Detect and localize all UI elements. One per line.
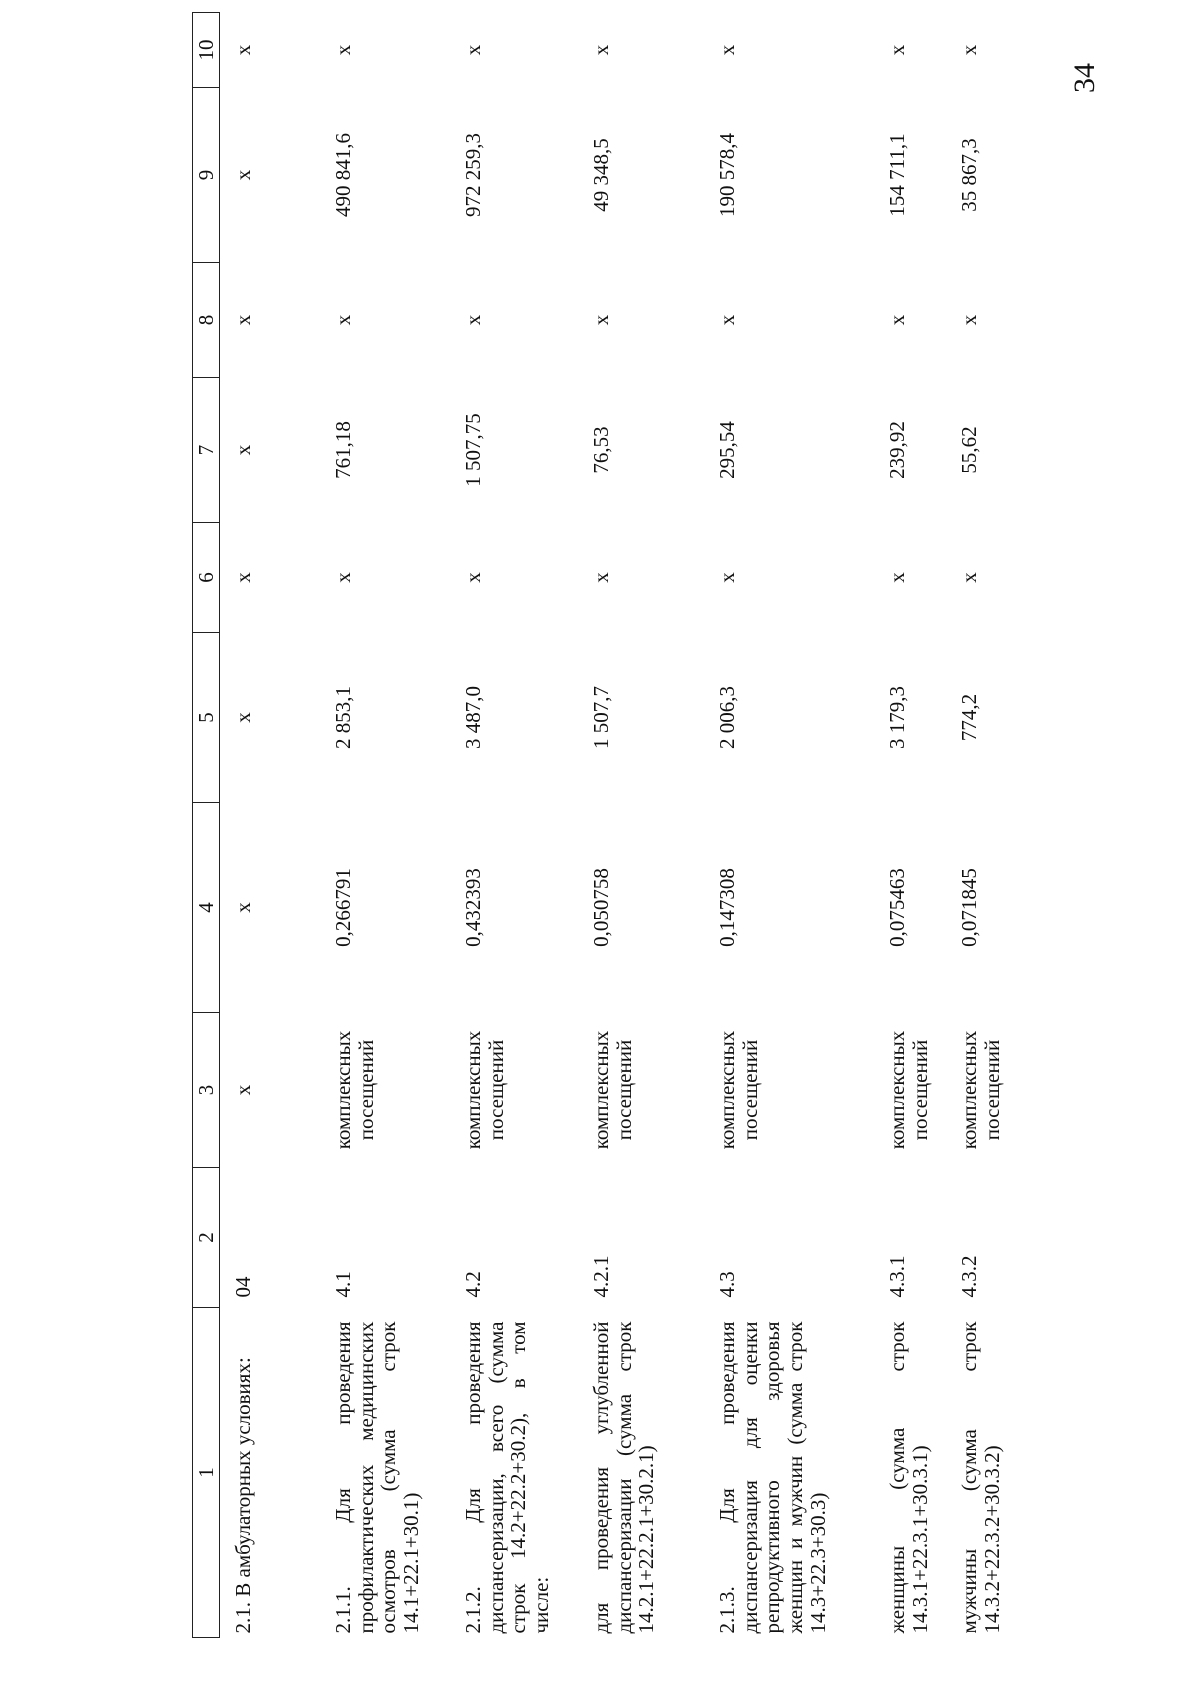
- table-cell: х: [231, 902, 255, 913]
- table-cell: 4.2.1: [589, 1255, 613, 1298]
- table-cell: 2.1.2. Для проведения диспансеризации, всего (сумма строк 14.2+22.2+30.2), в том числе:: [461, 1321, 554, 1634]
- table-cell: 774,2: [957, 693, 981, 742]
- table-cell: х: [589, 314, 613, 326]
- table-row: [946, 13, 1018, 1638]
- table-row: [320, 13, 450, 1638]
- table-cell: х: [715, 314, 739, 326]
- table-cell: х: [957, 572, 981, 583]
- table-cell: х: [231, 712, 255, 723]
- table-cell: х: [231, 44, 255, 56]
- table-cell: х: [885, 314, 909, 326]
- table-cell: х: [231, 314, 255, 326]
- table-cell: 190 578,4: [715, 133, 739, 217]
- column-header: 6: [193, 523, 220, 633]
- table-cell: 0,147308: [715, 868, 739, 947]
- table-cell: х: [715, 572, 739, 583]
- table-cell: 2.1. В амбулаторных условиях:: [231, 1357, 255, 1634]
- table-row: [874, 13, 946, 1638]
- table-cell: х: [885, 44, 909, 56]
- table-cell: 0,071845: [957, 868, 981, 947]
- table-cell: 4.1: [331, 1271, 355, 1298]
- table-cell: х: [231, 169, 255, 181]
- table-cell: х: [331, 44, 355, 56]
- table-cell: комплексных посещений: [715, 1030, 762, 1150]
- table-cell: х: [231, 444, 255, 456]
- column-header: 1: [193, 1308, 220, 1638]
- table-row: [220, 13, 321, 1638]
- table-cell: 1 507,75: [461, 413, 485, 487]
- table-cell: 04: [231, 1276, 255, 1298]
- column-header: 2: [193, 1168, 220, 1308]
- table-cell: 972 259,3: [461, 133, 485, 217]
- column-header: 3: [193, 1013, 220, 1168]
- table-cell: х: [331, 314, 355, 326]
- table-cell: мужчины (сумма строк 14.3.2+22.3.2+30.3.2): [957, 1321, 1004, 1634]
- table-row: [450, 13, 578, 1638]
- table-cell: 4.3: [715, 1271, 739, 1298]
- header-row: [193, 13, 220, 1638]
- table-row: [704, 13, 874, 1638]
- table-cell: 3 179,3: [885, 686, 909, 749]
- table-cell: 4.3.1: [885, 1255, 909, 1298]
- column-header: 5: [193, 633, 220, 803]
- table-cell: 0,050758: [589, 868, 613, 947]
- table-cell: 2.1.1. Для проведения профилактических медицинских осмотров (сумма строк 14.1+22.1+30.1): [331, 1321, 424, 1634]
- column-header: 4: [193, 803, 220, 1013]
- table-cell: 2 006,3: [715, 686, 739, 749]
- table-cell: х: [957, 314, 981, 326]
- column-header: 9: [193, 88, 220, 263]
- table-cell: 295,54: [715, 421, 739, 479]
- table-cell: 0,075463: [885, 868, 909, 947]
- data-table: [192, 12, 1018, 1638]
- table-cell: х: [957, 44, 981, 56]
- table-cell: 239,92: [885, 421, 909, 479]
- table-cell: комплексных посещений: [589, 1030, 636, 1150]
- table-cell: 490 841,6: [331, 133, 355, 217]
- table-cell: х: [461, 44, 485, 56]
- page-number: 34: [1068, 63, 1101, 93]
- column-header: 7: [193, 378, 220, 523]
- table-cell: х: [885, 572, 909, 583]
- table-cell: 55,62: [957, 426, 981, 474]
- table-cell: комплексных посещений: [885, 1030, 932, 1150]
- table-cell: 4.3.2: [957, 1255, 981, 1298]
- table-cell: 3 487,0: [461, 686, 485, 749]
- table-cell: х: [589, 572, 613, 583]
- table-cell: комплексных посещений: [957, 1030, 1004, 1150]
- table-cell: х: [461, 314, 485, 326]
- table-cell: х: [715, 44, 739, 56]
- table-cell: 35 867,3: [957, 138, 981, 212]
- table-cell: х: [331, 572, 355, 583]
- column-header: 10: [193, 13, 220, 88]
- table-cell: 0,432393: [461, 868, 485, 947]
- table-cell: 2.1.3. Для проведения диспансеризация для оценки репродуктивного здоровья женщин и мужчин (сумма строк 14.3+22.3+30.3): [715, 1321, 830, 1634]
- table-cell: 154 711,1: [885, 133, 909, 217]
- table-cell: 0,266791: [331, 868, 355, 947]
- table-cell: х: [589, 44, 613, 56]
- table-cell: женщины (сумма строк 14.3.1+22.3.1+30.3.1): [885, 1321, 932, 1634]
- table-cell: для проведения углубленной диспансеризации (сумма строк 14.2.1+22.2.1+30.2.1): [589, 1321, 659, 1634]
- table-cell: 1 507,7: [589, 686, 613, 749]
- table-cell: х: [461, 572, 485, 583]
- column-header: 8: [193, 263, 220, 378]
- table-cell: х: [231, 572, 255, 583]
- table-body: [220, 13, 1019, 1638]
- table-cell: 76,53: [589, 426, 613, 474]
- table-cell: 2 853,1: [331, 686, 355, 749]
- table-cell: комплексных посещений: [461, 1030, 508, 1150]
- table-cell: комплексных посещений: [331, 1030, 378, 1150]
- table-cell: 49 348,5: [589, 138, 613, 212]
- table-row: [578, 13, 704, 1638]
- table-cell: х: [231, 1084, 255, 1096]
- table-cell: 761,18: [331, 421, 355, 479]
- table-cell: 4.2: [461, 1271, 485, 1298]
